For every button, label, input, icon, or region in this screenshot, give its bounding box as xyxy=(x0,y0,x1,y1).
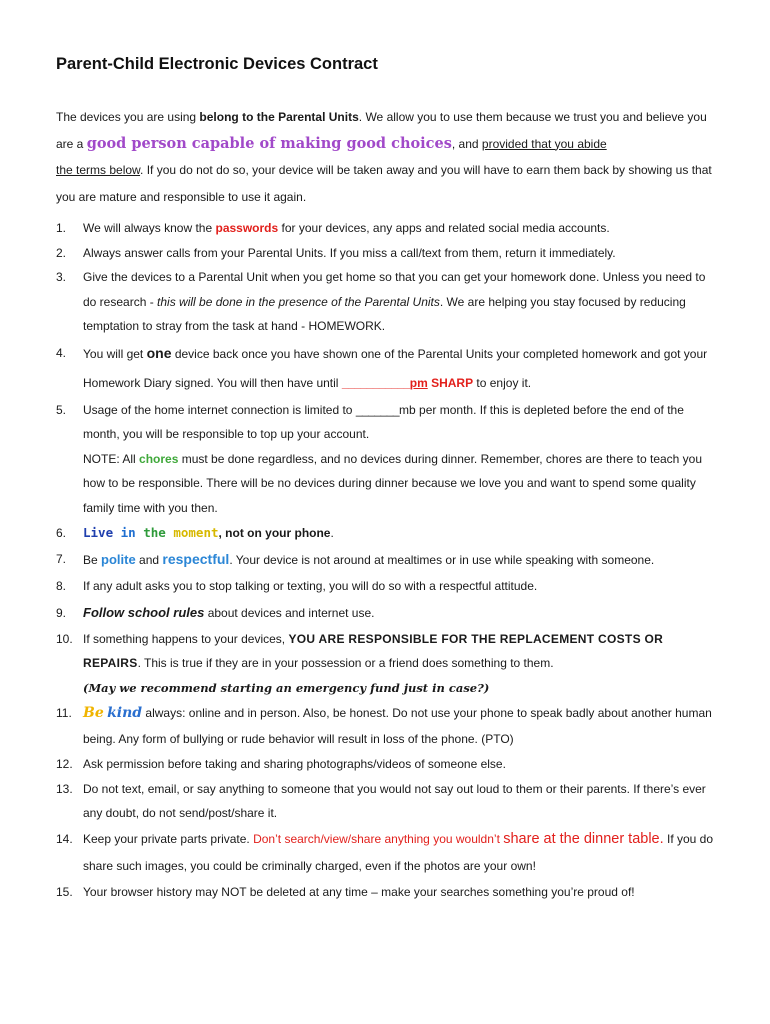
note-text: must be done regardless, and no devices during dinner. Remember, chores are there to teach you how to be responsible. There will be no devices during dinner because we love you and want to spend some quality family time with you then. xyxy=(83,451,703,515)
school-rules-bold: Follow school rules xyxy=(83,604,205,620)
intro-paragraph xyxy=(56,104,716,210)
rule-text: . We are helping you stay focused by reducing temptation to stray from the task at hand - HOMEWORK. xyxy=(83,294,686,333)
be-word: Be xyxy=(83,705,104,721)
rule-text: and xyxy=(135,553,163,567)
rule-text: Keep your private parts private. xyxy=(83,831,254,846)
rule-number: 5. xyxy=(56,402,67,417)
rule-10 xyxy=(56,627,716,701)
rule-text: to enjoy it. xyxy=(473,375,532,390)
sharp-text: SHARP xyxy=(427,375,474,390)
rule-3 xyxy=(56,265,716,339)
intro-text: The devices you are using xyxy=(56,110,200,124)
rule-number: 1. xyxy=(56,221,67,235)
rule-text: If something happens to your devices, xyxy=(83,631,289,646)
rule-text: . xyxy=(659,830,664,847)
pm-text: pm xyxy=(409,375,428,390)
rule-number: 8. xyxy=(56,579,67,593)
live-word: Live xyxy=(83,525,114,540)
rule-4 xyxy=(56,339,716,398)
time-blank: ___________ xyxy=(341,375,410,390)
rule-text: If any adult asks you to stop talking or texting, you will do so with a respectful attitude. xyxy=(83,579,538,593)
abide-underline-text: provided that you abide xyxy=(481,136,607,151)
rule-number: 12. xyxy=(56,757,73,771)
rule-text: mb per month. If this is depleted before the end of the month, you will be responsible to top up your account. xyxy=(83,402,684,441)
rule-text: Usage of the home internet connection is limited to xyxy=(83,402,356,417)
moment-word: moment xyxy=(173,525,219,540)
rule-number: 15. xyxy=(56,884,73,899)
rule-9 xyxy=(56,599,716,627)
rule-text: Always answer calls from your Parental Units. If you miss a call/text from them, return it immediately. xyxy=(83,245,616,260)
rule-text: Your browser history may NOT be deleted at any time – make your searches something you’re proud of! xyxy=(83,884,635,899)
kind-word: kind xyxy=(107,705,143,721)
terms-underline-text: the terms below xyxy=(56,163,141,177)
respectful-highlight: respectful xyxy=(162,551,230,567)
rule-text: You will get xyxy=(83,346,147,361)
rule-11 xyxy=(56,700,716,752)
rule-6 xyxy=(56,520,716,546)
live-in-the-moment xyxy=(83,525,219,540)
rule-text: We will always know the xyxy=(83,221,216,235)
rule-italic-text: this will be done in the presence of the Parental Units xyxy=(157,294,440,309)
one-highlight: one xyxy=(146,344,172,361)
rule-number: 11. xyxy=(56,706,72,720)
dinner-table-red-text: share at the dinner table xyxy=(503,830,660,847)
rule-text: Do not text, email, or say anything to someone that you would not say out loud to them or their parents. If there’s ever any doubt, do not send/post/share it. xyxy=(83,781,706,820)
rule-13 xyxy=(56,777,716,826)
intro-bold-text: belong to the Parental Units xyxy=(199,110,359,124)
polite-highlight: polite xyxy=(101,552,136,567)
in-word: in xyxy=(120,525,136,540)
rule-text: If you do share such images, you could be criminally charged, even if the photos are your own! xyxy=(83,831,714,873)
rule-14 xyxy=(56,826,716,880)
rule-text: Give the devices to a Parental Unit when you get home so that you can get your homework done. Unless you need to do research - xyxy=(83,270,706,309)
emergency-fund-note: (May we recommend starting an emergency fund just in case?) xyxy=(83,680,490,695)
rule-1 xyxy=(56,216,716,241)
rule-text: about devices and internet use. xyxy=(204,605,375,620)
rule-text: for your devices, any apps and related social media accounts. xyxy=(278,221,610,235)
responsible-caps: YOU ARE RESPONSIBLE FOR THE REPLACEMENT COSTS OR REPAIRS xyxy=(83,631,664,670)
intro-text: , and xyxy=(451,136,482,151)
rule-12 xyxy=(56,752,716,777)
rule-15 xyxy=(56,880,716,905)
rule-number: 10. xyxy=(56,631,73,646)
rule-text: Be xyxy=(83,553,102,567)
rule-text: always: online and in person. Also, be honest. Do not use your phone to speak badly about another human being. Any form of bullying or rude behavior will result in loss of the phone. (PTO) xyxy=(83,706,712,746)
rule-text: . This is true if they are in your possession or a friend does something to them. xyxy=(137,656,554,670)
the-word: the xyxy=(143,525,166,540)
rule-number: 3. xyxy=(56,270,67,284)
rule-number: 4. xyxy=(56,345,67,360)
rule-number: 14. xyxy=(56,831,73,846)
rule-text: . Your device is not around at mealtimes or in use while speaking with someone. xyxy=(229,553,655,567)
rule-text: Ask permission before taking and sharing photographs/videos of someone else. xyxy=(83,757,506,771)
dont-share-red-text: Don’t search/view/share anything you wouldn’t xyxy=(253,831,504,846)
rule-number: 13. xyxy=(56,781,73,796)
rule-5 xyxy=(56,398,716,521)
rule-8 xyxy=(56,574,716,599)
mb-blank: _______ xyxy=(355,402,400,417)
intro-text: . We allow you to use them because we trust you and believe you are a xyxy=(56,110,707,151)
intro-text: . If you do not do so, your device will be taken away and you will have to earn them back by showing us that you are mature and responsible to use it again. xyxy=(56,163,712,204)
rule-number: 7. xyxy=(56,552,67,566)
good-person-text: good person capable of making good choices xyxy=(86,134,452,152)
chores-highlight: chores xyxy=(139,451,179,466)
rules-list xyxy=(56,216,716,904)
rule-number: 2. xyxy=(56,245,67,260)
rule-number: 6. xyxy=(56,526,67,540)
rule-2 xyxy=(56,241,716,266)
rule-number: 9. xyxy=(56,605,67,620)
rule-text: device back once you have shown one of the Parental Units your completed homework and got your Homework Diary signed. You will then have until xyxy=(83,346,708,390)
rule-bold-text: , not on your phone xyxy=(218,526,331,540)
rule-7 xyxy=(56,546,716,574)
rule-text: . xyxy=(330,526,334,540)
note-text: NOTE: All xyxy=(83,451,140,466)
page-title: Parent-Child Electronic Devices Contract xyxy=(56,55,378,73)
passwords-highlight: passwords xyxy=(215,221,279,235)
